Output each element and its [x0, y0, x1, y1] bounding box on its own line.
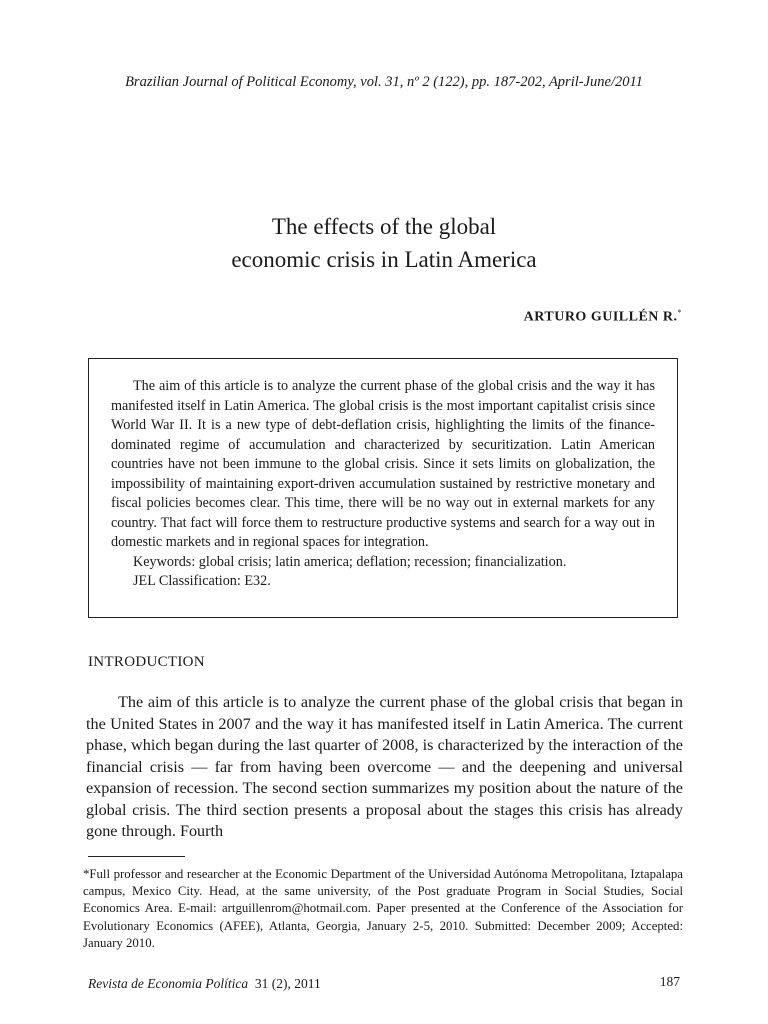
- page-footer: [88, 976, 321, 992]
- introduction-paragraph: The aim of this article is to analyze the current phase of the global crisis that began in the United States in 2007 and the way it has manifested itself in Latin America. The current phase, which began during the last quarter of 2008, is characterized by the interaction of the financial crisis — far from having been overcome — and the deepening and universal expansion of recession. The second section summarizes my position about the nature of the global crisis. The third section presents a proposal about the stages this crisis has already gone through. Fourth: [86, 693, 683, 840]
- journal-header: Brazilian Journal of Political Economy, vol. 31, nº 2 (122), pp. 187-202, April-June/2011: [125, 74, 643, 90]
- title-line-1: The effects of the global: [271, 214, 497, 239]
- page-number: 187: [659, 974, 680, 989]
- title-line-2: economic crisis in Latin America: [231, 247, 537, 272]
- footer-journal-name: Revista de Economia Política: [88, 976, 249, 991]
- footnote-divider: [88, 856, 185, 857]
- author-footnote-mark: *: [677, 308, 682, 317]
- article-title: [0, 210, 768, 276]
- abstract-jel: JEL Classification: E32.: [133, 573, 271, 589]
- section-heading-introduction: INTRODUCTION: [88, 654, 205, 670]
- author-footnote: *Full professor and researcher at the Economic Department of the Universidad Autónoma Metropolitana, Iztapalapa campus, Mexico City. Head, at the same university, of the Post graduate Program in Social Studies, Social Economics Area. E-mail: artguillenrom@hotmail.com. Paper presented at the Conference of the Association for Evolutionary Economics (AFEE), Atlanta, Georgia, January 2-5, 2010. Submitted: December 2009; Accepted: January 2010.: [83, 867, 683, 950]
- abstract-text: The aim of this article is to analyze the current phase of the global crisis and the way it has manifested itself in Latin America. The global crisis is the most important capitalist crisis since World War II. It is a new type of debt-deflation crisis, highlighting the limits of the finance-dominated regime of accumulation and characterized by securitization. Latin American countries have not been immune to the global crisis. Since it sets limits on globalization, the impossibility of maintaining export-driven accumulation sustained by restrictive monetary and fiscal policies becomes clear. This time, there will be no way out in external markets for any country. That fact will force them to restructure productive systems and search for a way out in domestic markets and in regional spaces for integration.: [111, 378, 655, 550]
- abstract-box: [88, 358, 678, 618]
- author-name: [524, 308, 682, 326]
- abstract-keywords: Keywords: global crisis; latin america; deflation; recession; financialization.: [133, 553, 567, 570]
- author-name-text: ARTURO GUILLÉN R.: [523, 309, 678, 325]
- footer-issue: 31 (2), 2011: [254, 976, 321, 991]
